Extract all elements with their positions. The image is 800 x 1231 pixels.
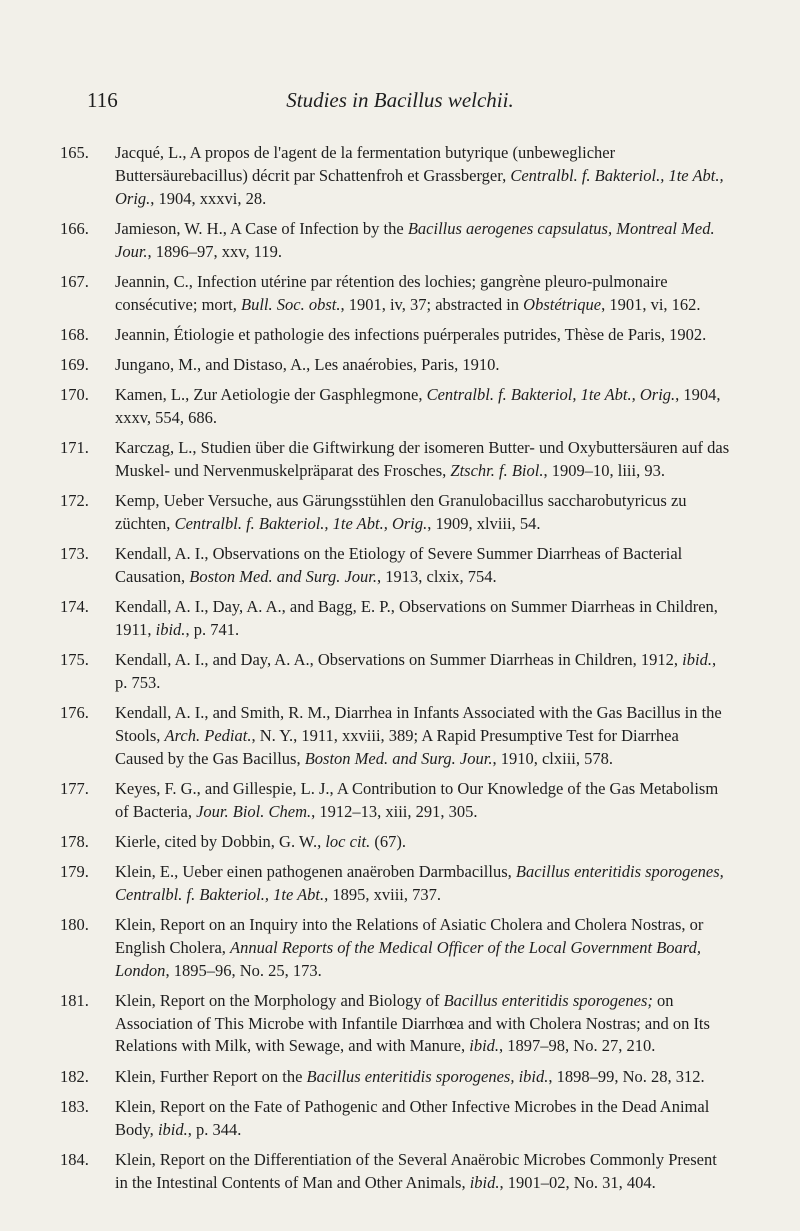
reference-entry [60, 490, 730, 536]
reference-segment: Keyes, F. G., and Gillespie, L. J., A Contribution to Our Knowledge of the Gas Metabolism of Bacteria, [115, 778, 719, 821]
reference-entry [60, 354, 730, 377]
reference-italic-segment: Bacillus enteritidis sporogenes, Centralbl. f. Bakteriol., 1te Abt. [115, 861, 724, 904]
reference-entry [60, 543, 730, 589]
reference-italic-segment: Centralbl. f. Bakteriol., 1te Abt., Orig. [174, 513, 428, 533]
reference-italic-segment: ibid. [157, 1119, 188, 1139]
reference-text [115, 355, 500, 374]
reference-number: 177. [60, 778, 89, 798]
reference-segment: Klein, Report on the Morphology and Biology of [115, 990, 444, 1010]
reference-number: 166. [60, 218, 89, 238]
reference-italic-segment: ibid. [155, 619, 186, 639]
reference-segment: Kendall, A. I., Observations on the Etiology of Severe Summer Diarrheas of Bacterial Causation, [115, 544, 683, 586]
reference-segment: Kamen, L., Zur Aetiologie der Gasphlegmone, [115, 385, 427, 405]
reference-segment: , 1912–13, xiii, 291, 305. [311, 801, 478, 821]
reference-entry [60, 990, 730, 1058]
reference-number: 178. [60, 831, 89, 851]
reference-italic-segment: loc cit. [325, 831, 371, 851]
reference-segment: (67). [370, 831, 406, 851]
reference-number: 169. [60, 354, 89, 374]
reference-italic-segment: Bacillus enteritidis sporogenes, ibid. [306, 1066, 549, 1086]
reference-italic-segment: Centralbl. f. Bakteriol., 1te Abt., Orig. [115, 165, 724, 208]
reference-segment: Kendall, A. I., Day, A. A., and Bagg, E. P., Observations on Summer Diarrheas in Children, 1911, [115, 597, 718, 639]
reference-segment: Jeannin, Étiologie et pathologie des infections puérperales putrides, Thèse de Paris, 1902. [115, 324, 707, 344]
reference-number: 171. [60, 438, 89, 458]
reference-text [115, 385, 721, 427]
reference-number: 167. [60, 271, 89, 291]
reference-segment: Klein, Report on the Fate of Pathogenic and Other Infective Microbes in the Dead Animal Body, [115, 1096, 710, 1139]
reference-number: 172. [60, 491, 89, 511]
reference-italic-segment: Centralbl. f. Bakteriol, 1te Abt., Orig. [426, 385, 676, 405]
reference-segment: , 1910, clxiii, 578. [492, 748, 614, 768]
reference-segment: , 1913, clxix, 754. [377, 566, 497, 586]
reference-number: 181. [60, 990, 89, 1010]
reference-entry [60, 271, 730, 317]
reference-number: 183. [60, 1096, 89, 1116]
reference-text [115, 143, 724, 208]
reference-text [115, 1150, 717, 1192]
reference-text [115, 915, 703, 980]
reference-segment: Kierle, cited by Dobbin, G. W., [115, 831, 326, 851]
reference-segment: , p. 741. [185, 619, 240, 639]
reference-italic-segment: Ztschr. f. Biol. [450, 460, 544, 480]
reference-text [115, 703, 722, 768]
reference-italic-segment: Annual Reports of the Medical Officer of the Local Government Board, London [115, 937, 701, 980]
reference-segment: , p. 753. [115, 650, 717, 692]
reference-segment: , 1901, iv, 37; abstracted in [340, 294, 524, 314]
reference-segment: Kemp, Ueber Versuche, aus Gärungsstühlen den Granulobacillus saccharobutyricus zu züchten, [115, 491, 687, 533]
page-header [0, 88, 800, 118]
reference-italic-segment: Obstétrique [523, 294, 602, 314]
reference-text [115, 219, 715, 261]
reference-text [115, 597, 718, 639]
reference-segment: Kendall, A. I., and Smith, R. M., Diarrhea in Infants Associated with the Gas Bacillus in the Stools, [115, 703, 722, 745]
reference-segment: Klein, Report on an Inquiry into the Relations of Asiatic Cholera and Cholera Nostras, or English Cholera, [115, 914, 704, 957]
reference-italic-segment: Arch. Pediat. [164, 725, 252, 745]
reference-number: 170. [60, 385, 89, 405]
reference-segment: , 1895, xviii, 737. [324, 884, 442, 904]
reference-entry [60, 861, 730, 907]
reference-number: 180. [60, 914, 89, 934]
reference-segment: Kendall, A. I., and Day, A. A., Observations on Summer Diarrheas in Children, 1912, [115, 650, 683, 670]
reference-list [60, 142, 730, 1202]
reference-segment: , 1897–98, No. 27, 210. [499, 1036, 656, 1056]
reference-entry [60, 324, 730, 347]
reference-text [115, 544, 682, 586]
reference-italic-segment: Boston Med. and Surg. Jour. [189, 566, 378, 586]
reference-entry [60, 1096, 730, 1142]
reference-segment: , 1904, xxxvi, 28. [150, 188, 267, 208]
reference-segment: , N. Y., 1911, xxviii, 389; A Rapid Presumptive Test for Diarrhea Caused by the Gas Bacillus, [115, 725, 679, 768]
reference-entry [60, 778, 730, 824]
reference-entry [60, 831, 730, 854]
reference-segment: Jungano, M., and Distaso, A., Les anaérobies, Paris, 1910. [115, 354, 500, 374]
reference-number: 176. [60, 703, 89, 723]
reference-text [115, 832, 406, 851]
reference-segment: Jamieson, W. H., A Case of Infection by the [115, 218, 408, 238]
reference-segment: Klein, E., Ueber einen pathogenen anaëroben Darmbacillus, [115, 861, 516, 881]
reference-entry [60, 1149, 730, 1195]
reference-segment: , 1896–97, xxv, 119. [147, 241, 282, 261]
reference-italic-segment: Bacillus enteritidis sporogenes; [443, 990, 653, 1010]
reference-text [115, 1067, 705, 1086]
reference-number: 174. [60, 597, 89, 617]
reference-entry [60, 1066, 730, 1089]
reference-number: 179. [60, 861, 89, 881]
reference-entry [60, 596, 730, 642]
reference-italic-segment: Bull. Soc. obst. [241, 294, 341, 314]
reference-italic-segment: Boston Med. and Surg. Jour. [304, 748, 493, 768]
reference-segment: Karczag, L., Studien über die Giftwirkung der isomeren Butter- und Oxybuttersäuren auf das Muskel- und Nervenmuskelpräparat des Frosches, [115, 438, 730, 480]
reference-italic-segment: Bacillus aerogenes capsulatus, Montreal Med. Jour. [115, 218, 715, 261]
reference-text [115, 325, 706, 344]
reference-segment: , 1901, vi, 162. [601, 294, 701, 314]
reference-italic-segment: ibid. [682, 650, 712, 670]
reference-entry [60, 649, 730, 695]
reference-entry [60, 702, 730, 770]
reference-italic-segment: ibid. [469, 1036, 500, 1056]
page-number: 116 [87, 88, 118, 112]
reference-segment: Jacqué, L., A propos de l'agent de la fermentation butyrique (unbeweglicher Buttersäurebacillus) décrit par Schattenfroh et Grassberger, [115, 143, 616, 185]
reference-italic-segment: ibid. [469, 1172, 500, 1192]
reference-segment: , 1895–96, No. 25, 173. [165, 960, 322, 980]
reference-number: 168. [60, 324, 89, 344]
reference-segment: , 1909–10, liii, 93. [543, 460, 665, 480]
reference-segment: on Association of This Microbe with Infantile Diarrhœa and with Cholera Nostras; and on Its Relations with Milk, with Sewage, and with Manure, [115, 990, 710, 1056]
reference-text [115, 991, 710, 1056]
reference-segment: , 1901–02, No. 31, 404. [499, 1172, 656, 1192]
reference-number: 173. [60, 544, 89, 564]
reference-entry [60, 914, 730, 982]
running-title: Studies in Bacillus welchii. [286, 88, 514, 112]
reference-text [115, 650, 716, 692]
reference-number: 184. [60, 1149, 89, 1169]
reference-text [115, 1097, 709, 1139]
reference-number: 182. [60, 1066, 89, 1086]
reference-entry [60, 437, 730, 483]
reference-segment: , 1909, xlviii, 54. [427, 513, 541, 533]
reference-segment: , p. 344. [187, 1119, 242, 1139]
reference-text [115, 438, 729, 480]
reference-text [115, 491, 687, 533]
reference-text [115, 272, 701, 314]
reference-text [115, 862, 724, 904]
reference-number: 165. [60, 143, 89, 162]
reference-entry [60, 142, 730, 210]
reference-entry [60, 384, 730, 430]
reference-entry [60, 218, 730, 264]
reference-segment: Jeannin, C., Infection utérine par rétention des lochies; gangrène pleuro-pulmonaire consécutive; mort, [115, 271, 668, 314]
reference-segment: , 1898–99, No. 28, 312. [548, 1066, 705, 1086]
reference-italic-segment: Jour. Biol. Chem. [196, 801, 312, 821]
reference-segment: Klein, Further Report on the [115, 1066, 307, 1086]
reference-segment: , 1904, xxxv, 554, 686. [115, 385, 721, 427]
reference-segment: Klein, Report on the Differentiation of the Several Anaërobic Microbes Commonly Present in the Intestinal Contents of Man and Other Animals, [115, 1149, 717, 1192]
reference-number: 175. [60, 650, 89, 670]
reference-text [115, 779, 718, 821]
